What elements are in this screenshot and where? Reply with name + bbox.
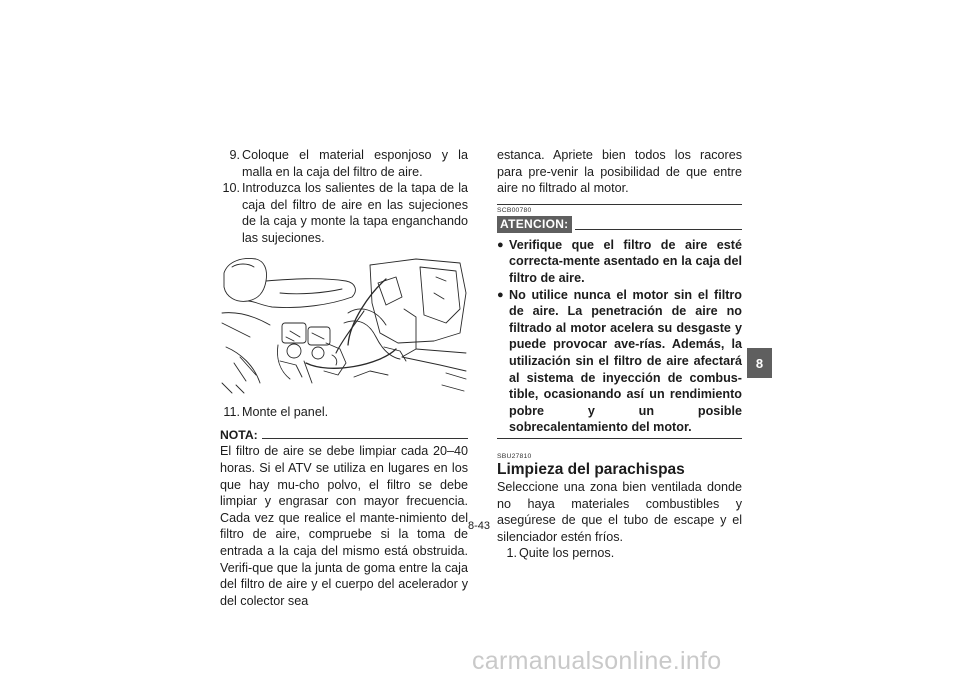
note-label: NOTA: [220,427,258,442]
caution-bullet-text: Verifique que el filtro de aire esté correcta-mente asentado en la caja del filtro de aire. [509,237,742,285]
page-number: 8-43 [468,520,491,532]
step-10 [220,180,468,246]
bullet-icon: ● [497,238,504,251]
chapter-tab: 8 [747,348,772,378]
step-text: Coloque el material esponjoso y la malla en la caja del filtro de aire. [242,148,468,179]
caution-bullet-text: No utilice nunca el motor sin el filtro de aire. La penetración de aire no filtrado al motor acelera su desgaste y puede provocar ave-rías. Además, la utilización sin el filtro de aire afectará al sistema de inyección de combus-tible, ocasionando así un rendimiento pobre y un posible sobrecalentamiento del motor. [509,287,742,435]
caution-header-rule [575,229,742,230]
section-title: Limpieza del parachispas [497,460,685,478]
caution-bullet [497,237,742,287]
step-text: Monte el panel. [242,405,329,420]
step-number: 11. [223,405,240,420]
step-1 [497,545,742,562]
caution-bullet [497,287,742,436]
right-column [497,147,742,562]
section-code: SBU27810 [497,452,532,460]
caution-bullets [497,237,742,436]
step-text: Quite los pernos. [519,546,615,561]
step-9 [220,147,468,180]
section-text: Seleccione una zona bien ventilada donde no haya materiales combustibles y asegúrese de que el tubo de escape y el silenciador estén fríos. [497,479,742,544]
note-rule [262,438,468,439]
continued-text: estanca. Apriete bien todos los racores para pre-venir la posibilidad de que entre aire no filtrado al motor. [497,148,742,196]
note-text: El filtro de aire se debe limpiar cada 20–40 horas. Si el ATV se utiliza en lugares en los que hay mu-cho polvo, el filtro se debe limpiar y engrasar con mayor frecuencia. Cada vez que realice el mante-nimiento del filtro de aire, compruebe si la toma de entrada a la caja del mismo está obstruida. Verifi-que que la junta de goma entre la caja del filtro de aire y el cuerpo del acelerador y del colector sea [220,444,468,608]
note-header [220,427,468,444]
caution-label: ATENCION: [497,216,572,233]
left-column [220,147,468,609]
step-number: 10. [222,181,240,196]
step-11 [220,404,468,421]
step-number: 9. [229,148,240,162]
watermark: carmanualsonline.info [472,647,722,675]
caution-code: SCB00780 [497,206,532,214]
caution-header [497,216,742,233]
step-number: 1. [506,546,517,561]
bullet-icon: ● [497,288,504,301]
caution-bottom-rule [497,438,742,439]
caution-top-rule [497,204,742,215]
step-text: Introduzca los salientes de la tapa de la caja del filtro de aire en las sujeciones de la caja y monte la tapa enganchando las sujeciones. [242,181,468,245]
air-filter-illustration [220,253,468,396]
